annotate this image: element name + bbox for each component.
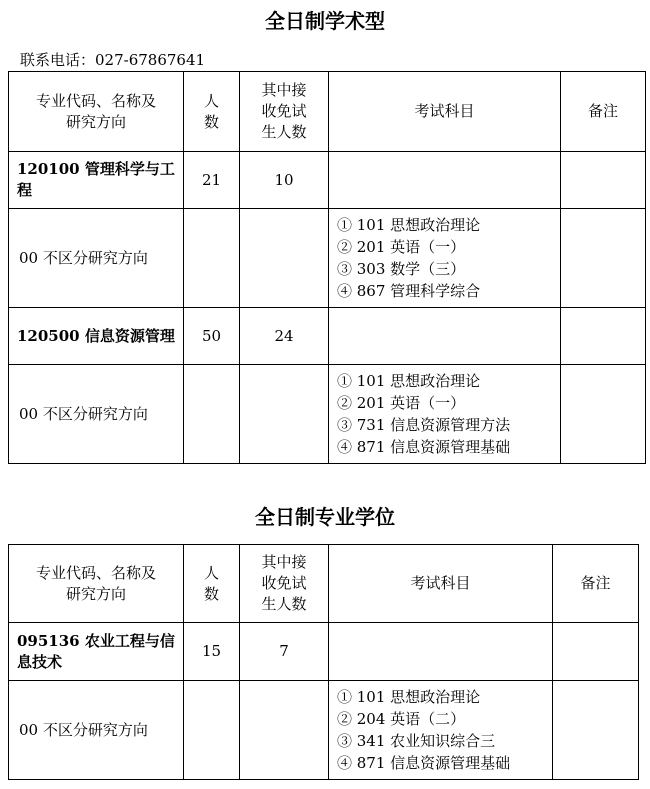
enroll-count: 50 (184, 308, 240, 365)
table-row (9, 152, 646, 209)
header-count: 人 数 (184, 72, 240, 152)
subjects-cell (329, 365, 561, 464)
note-cell (561, 209, 646, 308)
subject-item: ③ 341 农业知识综合三 (337, 732, 496, 750)
section-title-professional: 全日制专业学位 (255, 505, 395, 529)
table-header-row (9, 545, 639, 623)
exempt-count: 7 (240, 623, 329, 681)
header-count: 人 数 (184, 545, 240, 623)
research-direction: 00 不区分研究方向 (9, 365, 184, 464)
table-row (9, 308, 646, 365)
subject-item: ③ 303 数学（三） (337, 260, 466, 278)
header-major: 专业代码、名称及 研究方向 (9, 72, 184, 152)
note-cell (561, 308, 646, 365)
contact-phone: 联系电话：027-67867641 (20, 51, 206, 69)
header-subjects: 考试科目 (329, 545, 553, 623)
table-row (9, 623, 639, 681)
subject-item: ② 201 英语（一） (337, 394, 466, 412)
table-row (9, 681, 639, 780)
major-name: 120500 信息资源管理 (9, 308, 184, 365)
table-header-row (9, 72, 646, 152)
subject-item: ① 101 思想政治理论 (337, 688, 481, 706)
header-subjects: 考试科目 (329, 72, 561, 152)
research-direction: 00 不区分研究方向 (9, 209, 184, 308)
header-exempt: 其中接 收免试 生人数 (240, 545, 329, 623)
subject-item: ③ 731 信息资源管理方法 (337, 416, 511, 434)
section-title-academic: 全日制学术型 (265, 9, 385, 33)
subject-item: ② 204 英语（二） (337, 710, 466, 728)
enroll-count: 21 (184, 152, 240, 209)
table-row (9, 209, 646, 308)
header-note: 备注 (561, 72, 646, 152)
subjects-cell (329, 308, 561, 365)
subjects-cell (329, 623, 553, 681)
professional-table (8, 544, 639, 780)
note-cell (561, 365, 646, 464)
enroll-count: 15 (184, 623, 240, 681)
subject-item: ④ 871 信息资源管理基础 (337, 754, 511, 772)
header-note: 备注 (553, 545, 639, 623)
header-major: 专业代码、名称及 研究方向 (9, 545, 184, 623)
header-exempt: 其中接 收免试 生人数 (240, 72, 329, 152)
subject-item: ① 101 思想政治理论 (337, 216, 481, 234)
academic-table (8, 71, 646, 464)
subject-item: ② 201 英语（一） (337, 238, 466, 256)
subjects-cell (329, 209, 561, 308)
exempt-count: 24 (240, 308, 329, 365)
subject-item: ④ 867 管理科学综合 (337, 282, 481, 300)
note-cell (561, 152, 646, 209)
major-name: 095136 农业工程与信息技术 (9, 623, 184, 681)
major-name: 120100 管理科学与工程 (9, 152, 184, 209)
subjects-cell (329, 681, 553, 780)
exempt-count: 10 (240, 152, 329, 209)
subject-item: ① 101 思想政治理论 (337, 372, 481, 390)
note-cell (553, 681, 639, 780)
table-row (9, 365, 646, 464)
subjects-cell (329, 152, 561, 209)
note-cell (553, 623, 639, 681)
research-direction: 00 不区分研究方向 (9, 681, 184, 780)
subject-item: ④ 871 信息资源管理基础 (337, 438, 511, 456)
